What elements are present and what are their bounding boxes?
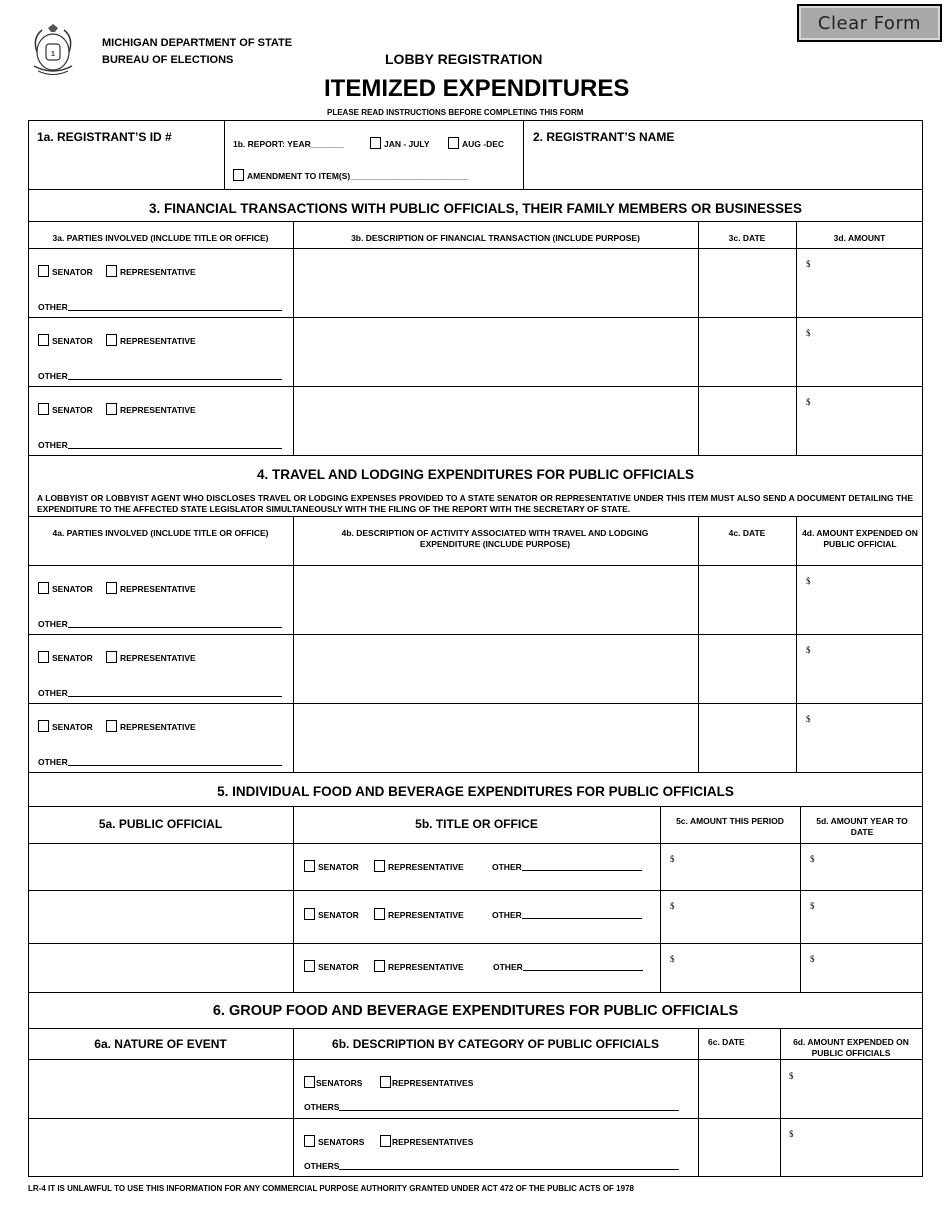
state-seal-logo [28,22,78,78]
label-text: SENATOR [52,405,93,415]
registrant-name-label: 2. REGISTRANT’S NAME [533,130,675,144]
row3-1-dollar: $ [806,259,811,269]
checkbox-box[interactable] [304,960,315,972]
row5-2-other-field[interactable] [492,910,642,920]
row3-2-dollar: $ [806,328,811,338]
checkbox-box[interactable] [38,265,49,277]
table-rule [660,806,661,992]
bureau-name: BUREAU OF ELECTIONS [102,54,234,66]
label-text: OTHER [38,688,68,698]
label-text: SENATOR [52,722,93,732]
table-rule [28,843,923,844]
row3-3-dollar: $ [806,397,811,407]
table-rule [293,806,294,992]
checkbox-box[interactable] [304,860,315,872]
row5-1-representative-checkbox[interactable] [374,860,464,872]
label-text: SENATOR [52,267,93,277]
page-title: ITEMIZED EXPENDITURES [324,75,630,102]
fill-in-underline[interactable] [68,448,282,449]
checkbox-box[interactable] [38,582,49,594]
row4-1-representative-checkbox[interactable] [106,582,196,594]
checkbox-box[interactable] [106,403,117,415]
label-text: SENATOR [52,653,93,663]
label-text: OTHER [492,910,522,920]
label-text: REPRESENTATIVE [120,653,196,663]
table-rule [523,120,524,189]
section-4-note: A LOBBYIST OR LOBBYIST AGENT WHO DISCLOSES TRAVEL OR LODGING EXPENSES PROVIDED TO A STATE SENATOR OR REPRESENTATIVE UNDER THIS ITEM MUST ALSO SEND A DOCUMENT DETAILING THE EXPENDITURE TO THE AFFECTED STATE LEGISLATOR SIMULTANEOUSLY WITH THE FILING OF THE REPORT WITH THE SECRETARY OF STATE. [37,493,913,514]
checkbox-aug-dec[interactable] [448,137,504,149]
table-rule [28,806,923,807]
table-rule [28,1118,923,1119]
label-text: OTHER [38,440,68,450]
row6-2-senators-checkbox[interactable] [304,1135,364,1147]
row6-1-others-field[interactable] [304,1102,679,1112]
row4-2-other-field[interactable] [38,688,282,698]
row5-1-other-field[interactable] [492,862,642,872]
row5-3-other-field[interactable] [493,962,643,972]
row4-2-dollar: $ [806,645,811,655]
label-text: REPRESENTATIVE [120,267,196,277]
table-rule [28,565,923,566]
row5-2-period-dollar: $ [670,901,675,911]
checkbox-box[interactable] [370,137,381,149]
label-text: SENATORS [316,1078,363,1088]
row5-1-period-dollar: $ [670,854,675,864]
row3-1-representative-checkbox[interactable] [106,265,196,277]
table-rule [28,943,923,944]
table-rule [293,221,294,455]
table-rule [698,516,699,772]
table-rule [293,516,294,772]
col-5a-header: 5a. PUBLIC OFFICIAL [98,817,223,831]
fill-in-underline[interactable] [523,970,643,971]
table-rule [28,386,923,387]
table-rule [800,806,801,992]
row4-3-senator-checkbox[interactable] [38,720,93,732]
col-5c-header: 5c. AMOUNT THIS PERIOD [676,816,784,826]
row5-3-representative-checkbox[interactable] [374,960,464,972]
label-text: OTHER [38,757,68,767]
row5-3-senator-checkbox[interactable] [304,960,359,972]
department-name: MICHIGAN DEPARTMENT OF STATE [102,37,293,49]
col-6c-header: 6c. DATE [708,1037,745,1047]
row5-2-ytd-dollar: $ [810,901,815,911]
fill-in-underline[interactable] [339,1110,679,1111]
row3-3-other-field[interactable] [38,440,282,450]
col-4b-header: 4b. DESCRIPTION OF ACTIVITY ASSOCIATED WITH TRAVEL AND LODGING EXPENDITURE (INCLUDE PURPOSE) [341,528,649,549]
checkbox-amendment[interactable] [233,169,468,181]
checkbox-box[interactable] [304,1135,315,1147]
row4-1-dollar: $ [806,576,811,586]
row5-3-period-dollar: $ [670,954,675,964]
table-rule [28,189,923,190]
checkbox-box[interactable] [38,720,49,732]
row5-1-ytd-dollar: $ [810,854,815,864]
table-rule [28,516,923,517]
fill-in-underline[interactable] [522,870,642,871]
checkbox-box[interactable] [233,169,244,181]
col-3b-header: 3b. DESCRIPTION OF FINANCIAL TRANSACTION (INCLUDE PURPOSE) [351,233,640,243]
label-text: REPRESENTATIVE [120,336,196,346]
label-text: REPRESENTATIVE [388,962,464,972]
table-rule [698,221,699,455]
table-rule [28,248,923,249]
row5-3-ytd-dollar: $ [810,954,815,964]
col-3d-header: 3d. AMOUNT [833,233,886,243]
checkbox-box[interactable] [304,1076,315,1088]
section-4-title: 4. TRAVEL AND LODGING EXPENDITURES FOR PUBLIC OFFICIALS [256,467,695,482]
fill-in-underline[interactable] [68,627,282,628]
checkbox-box[interactable] [374,908,385,920]
label-text: OTHERS [304,1102,340,1112]
col-3c-header: 3c. DATE [728,233,766,243]
clear-form-button[interactable]: Clear Form [797,4,942,42]
label-text: SENATORS [318,1137,365,1147]
label-text: REPRESENTATIVE [388,910,464,920]
label-text: REPRESENTATIVE [388,862,464,872]
row4-1-other-field[interactable] [38,619,282,629]
row6-2-representatives-checkbox[interactable] [380,1135,473,1147]
label-text: JAN - JULY [384,139,430,149]
checkbox-box[interactable] [380,1076,391,1088]
fill-in-underline[interactable] [68,379,282,380]
table-rule [28,455,923,456]
checkbox-box[interactable] [106,334,117,346]
label-text: OTHER [38,371,68,381]
checkbox-box[interactable] [38,334,49,346]
col-4d-header: 4d. AMOUNT EXPENDED ON PUBLIC OFFICIAL [802,528,918,549]
label-text: SENATOR [318,910,359,920]
row4-3-dollar: $ [806,714,811,724]
label-text: OTHER [493,962,523,972]
svg-text:1: 1 [51,51,55,58]
label-text: SENATOR [318,862,359,872]
table-rule [796,516,797,772]
row6-2-dollar: $ [789,1129,794,1139]
col-4c-header: 4c. DATE [728,528,766,538]
table-rule [780,1028,781,1177]
row3-2-representative-checkbox[interactable] [106,334,196,346]
label-text: REPRESENTATIVES [392,1137,474,1147]
table-rule [796,221,797,455]
table-rule [28,703,923,704]
label-text: SENATOR [52,336,93,346]
row5-2-senator-checkbox[interactable] [304,908,359,920]
form-subtitle: LOBBY REGISTRATION [385,51,543,67]
row5-1-senator-checkbox[interactable] [304,860,359,872]
fill-in-underline[interactable] [68,696,282,697]
footer-note: LR-4 IT IS UNLAWFUL TO USE THIS INFORMATION FOR ANY COMMERCIAL PURPOSE AUTHORITY GRANTED UNDER ACT 472 OF THE PUBLIC ACTS OF 1978 [28,1184,634,1193]
registrant-id-label: 1a. REGISTRANT’S ID # [37,130,172,144]
label-text: AUG -DEC [462,139,505,149]
label-text: SENATOR [52,584,93,594]
col-4a-header: 4a. PARTIES INVOLVED (INCLUDE TITLE OR OFFICE) [52,528,269,538]
label-text: AMENDMENT TO ITEM(S)_________________________ [247,171,469,181]
checkbox-box[interactable] [106,720,117,732]
row6-1-senators-checkbox[interactable] [304,1076,362,1088]
table-rule [28,1059,923,1060]
table-rule [28,992,923,993]
row3-2-other-field[interactable] [38,371,282,381]
row3-3-representative-checkbox[interactable] [106,403,196,415]
label-text: OTHERS [304,1161,340,1171]
checkbox-box[interactable] [106,265,117,277]
row3-1-senator-checkbox[interactable] [38,265,93,277]
checkbox-box[interactable] [106,651,117,663]
table-rule [28,772,923,773]
col-6d-header: 6d. AMOUNT EXPENDED ON PUBLIC OFFICIALS [793,1037,909,1058]
table-rule [28,221,923,222]
col-3a-header: 3a. PARTIES INVOLVED (INCLUDE TITLE OR OFFICE) [52,233,269,243]
row4-1-senator-checkbox[interactable] [38,582,93,594]
label-text: OTHER [38,302,68,312]
table-rule [224,120,225,189]
row3-3-senator-checkbox[interactable] [38,403,93,415]
section-3-title: 3. FINANCIAL TRANSACTIONS WITH PUBLIC OFFICIALS, THEIR FAMILY MEMBERS OR BUSINESSES [148,201,803,216]
row4-3-representative-checkbox[interactable] [106,720,196,732]
section-5-title: 5. INDIVIDUAL FOOD AND BEVERAGE EXPENDITURES FOR PUBLIC OFFICIALS [217,784,734,799]
checkbox-jan-july[interactable] [370,137,430,149]
row4-2-representative-checkbox[interactable] [106,651,196,663]
checkbox-box[interactable] [106,582,117,594]
section-6-title: 6. GROUP FOOD AND BEVERAGE EXPENDITURES FOR PUBLIC OFFICIALS [212,1003,739,1019]
checkbox-box[interactable] [38,651,49,663]
label-text: REPRESENTATIVES [392,1078,474,1088]
row6-2-others-field[interactable] [304,1161,679,1171]
label-text: REPRESENTATIVE [120,405,196,415]
row3-1-other-field[interactable] [38,302,282,312]
col-6b-header: 6b. DESCRIPTION BY CATEGORY OF PUBLIC OFFICIALS [332,1037,659,1051]
checkbox-box[interactable] [374,960,385,972]
label-text: REPRESENTATIVE [120,722,196,732]
row6-1-representatives-checkbox[interactable] [380,1076,473,1088]
row5-2-representative-checkbox[interactable] [374,908,464,920]
fill-in-underline[interactable] [68,310,282,311]
fill-in-underline[interactable] [522,918,642,919]
col-5d-header: 5d. AMOUNT YEAR TO DATE [816,816,908,837]
table-rule [28,1028,923,1029]
fill-in-underline[interactable] [339,1169,679,1170]
label-text: REPRESENTATIVE [120,584,196,594]
instructions-note: PLEASE READ INSTRUCTIONS BEFORE COMPLETING THIS FORM [327,108,584,117]
checkbox-box[interactable] [448,137,459,149]
row4-3-other-field[interactable] [38,757,282,767]
table-rule [698,1028,699,1177]
row3-2-senator-checkbox[interactable] [38,334,93,346]
row6-1-dollar: $ [789,1071,794,1081]
table-rule [28,317,923,318]
fill-in-underline[interactable] [68,765,282,766]
checkbox-box[interactable] [304,908,315,920]
checkbox-box[interactable] [374,860,385,872]
checkbox-box[interactable] [380,1135,391,1147]
checkbox-box[interactable] [38,403,49,415]
col-6a-header: 6a. NATURE OF EVENT [94,1037,227,1051]
label-text: OTHER [492,862,522,872]
report-year-label: 1b. REPORT: YEAR_______ [233,139,344,149]
table-rule [28,634,923,635]
col-5b-header: 5b. TITLE OR OFFICE [415,817,538,831]
row4-2-senator-checkbox[interactable] [38,651,93,663]
table-rule [28,890,923,891]
label-text: SENATOR [318,962,359,972]
label-text: OTHER [38,619,68,629]
